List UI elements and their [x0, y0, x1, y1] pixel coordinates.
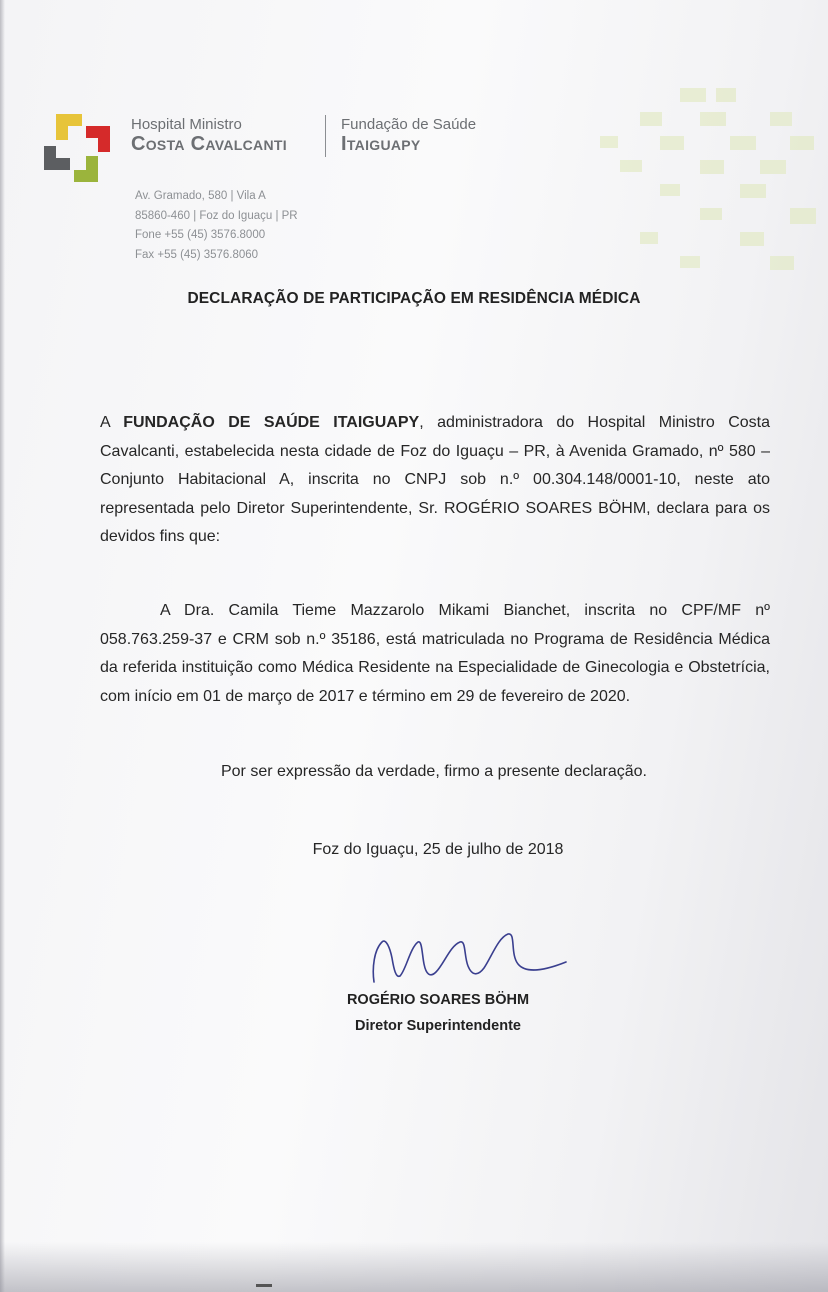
- foundation-name-big: Itaiguapy: [341, 133, 421, 155]
- foundation-name-small: Fundação de Saúde: [341, 116, 477, 133]
- paragraph1-text: , administradora do Hospital Ministro Costa Cavalcanti, estabelecida nesta cidade de Foz do Iguaçu – PR, à Avenida Gramado, nº 580 – Conjunto Habitacional A, inscrita no CNPJ sob n.º 00.304.148/0001-10, neste ato representada pelo Diretor Superintendente, Sr. ROGÉRIO SOARES BÖHM, declara para os devidos fins que:: [100, 414, 771, 545]
- hospital-name: [131, 116, 287, 155]
- signer-role: Diretor Superintendente: [355, 1018, 521, 1034]
- logo-gray-block-horizontal: [44, 158, 70, 170]
- paragraph-institution: [100, 409, 770, 552]
- signer-name: ROGÉRIO SOARES BÖHM: [346, 992, 530, 1008]
- phone-line: Fone +55 (45) 3576.8000: [135, 229, 266, 241]
- paragraph1-prefix: A: [100, 414, 124, 431]
- fax-line: Fax +55 (45) 3576.8060: [135, 248, 259, 261]
- handwritten-signature: [360, 924, 575, 986]
- page-bottom-shadow: [0, 1242, 828, 1292]
- hospital-name-big: Costa Cavalcanti: [131, 133, 287, 155]
- brand-divider: [325, 115, 326, 157]
- logo-red-block-vertical: [98, 126, 110, 152]
- hospital-logo-icon: [44, 114, 112, 182]
- hospital-name-small: Hospital Ministro: [131, 116, 242, 133]
- decorative-squares: [0, 60, 828, 300]
- address-block: [135, 187, 298, 265]
- page-mark: [256, 1284, 272, 1287]
- logo-green-block-vertical: [86, 156, 98, 182]
- address-line: 85860-460 | Foz do Iguaçu | PR: [135, 209, 298, 222]
- foundation-name: [341, 116, 476, 155]
- place-date: Foz do Iguaçu, 25 de julho de 2018: [312, 841, 564, 858]
- document-title: DECLARAÇÃO DE PARTICIPAÇÃO EM RESIDÊNCIA MÉDICA: [187, 290, 641, 307]
- closing-statement: Por ser expressão da verdade, firmo a presente declaração.: [220, 763, 647, 780]
- foundation-bold-name: FUNDAÇÃO DE SAÚDE ITAIGUAPY: [123, 414, 420, 431]
- paragraph-resident: A Dra. Camila Tieme Mazzarolo Mikami Bianchet, inscrita no CPF/MF nº 058.763.259-37 e CRM sob n.º 35186, está matriculada no Programa de Residência Médica da referida instituição como Médica Residente na Especialidade de Ginecologia e Obstetrícia, com início em 01 de março de 2017 e término em 29 de fevereiro de 2020.: [100, 602, 770, 705]
- logo-yellow-block: [56, 114, 68, 140]
- address-line: Av. Gramado, 580 | Vila A: [135, 190, 266, 202]
